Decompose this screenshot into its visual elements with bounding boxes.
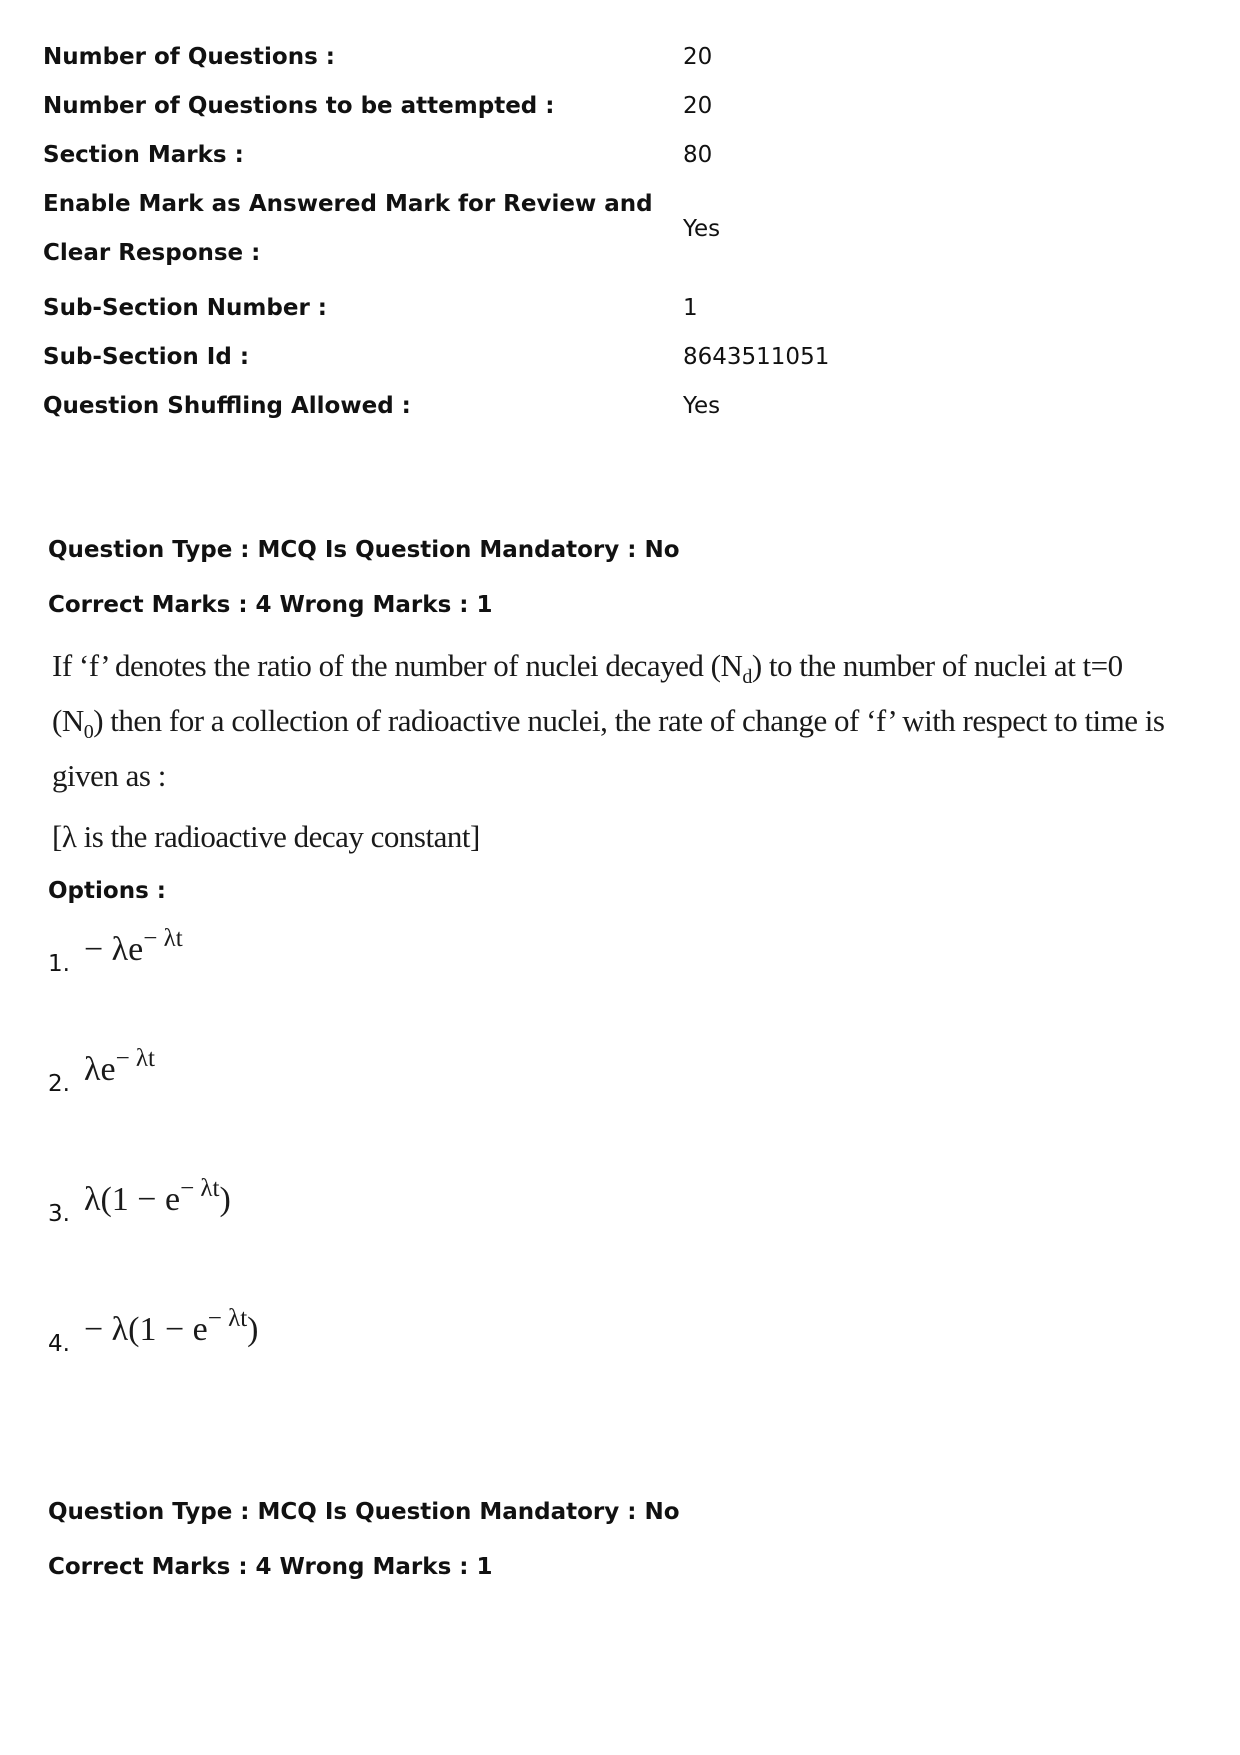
option-number: 2.: [48, 1071, 70, 1097]
info-value: Yes: [683, 215, 721, 242]
info-row-sub-section-number: [43, 284, 943, 333]
option-3[interactable]: [48, 1175, 231, 1227]
question2-marks-line: Correct Marks : 4 Wrong Marks : 1: [48, 1554, 493, 1580]
section-info-table: [43, 33, 943, 431]
option-2[interactable]: [48, 1045, 155, 1097]
info-label: Number of Questions to be attempted :: [43, 93, 555, 119]
option-1[interactable]: [48, 925, 183, 977]
info-label-line: Enable Mark as Answered Mark for Review and: [43, 191, 653, 217]
question1-type-line: Question Type : MCQ Is Question Mandatory : No: [48, 537, 680, 563]
info-label: Sub-Section Number :: [43, 295, 328, 321]
info-value: 80: [683, 142, 713, 168]
question-line: If ‘f’ denotes the ratio of the number of nuclei decayed $(N_d)$ to the number of nuclei at t=0: [52, 648, 1123, 689]
option-number: 3.: [48, 1201, 70, 1227]
info-value: 20: [683, 93, 713, 119]
option-4[interactable]: [48, 1305, 259, 1357]
info-label-line: Clear Response :: [43, 240, 261, 266]
info-label: Section Marks :: [43, 142, 244, 168]
options-label: Options :: [48, 878, 166, 904]
option-number: 4.: [48, 1331, 70, 1357]
option-expression: $\lambda(1 - e^{- \lambda t})$: [84, 1175, 231, 1218]
option-expression: − $\lambda e^{- \lambda t}$: [84, 925, 183, 968]
info-value: 8643511051: [683, 344, 830, 370]
info-value: 1: [683, 295, 698, 321]
question2-type-line: Question Type : MCQ Is Question Mandatory : No: [48, 1499, 680, 1525]
info-row-questions-to-attempt: [43, 82, 943, 131]
info-row-section-marks: [43, 131, 943, 180]
info-label: Number of Questions :: [43, 44, 335, 70]
option-expression: − $\lambda(1 - e^{- \lambda t})$: [84, 1305, 259, 1348]
info-row-number-of-questions: [43, 33, 943, 82]
info-value: 20: [683, 44, 713, 70]
info-row-enable-mark: [43, 180, 943, 278]
question-line: given as :: [52, 758, 166, 793]
info-label: [43, 180, 683, 278]
info-label: Question Shuffling Allowed :: [43, 393, 411, 419]
info-row-sub-section-id: [43, 333, 943, 382]
info-value: Yes: [683, 393, 721, 419]
question1-text: [52, 638, 1165, 864]
question1-marks-line: Correct Marks : 4 Wrong Marks : 1: [48, 592, 493, 618]
info-label: Sub-Section Id :: [43, 344, 250, 370]
option-number: 1.: [48, 951, 70, 977]
info-row-shuffling: [43, 382, 943, 431]
option-expression: $\lambda e^{- \lambda t}$: [84, 1045, 155, 1088]
question-line: [λ is the radioactive decay constant]: [52, 819, 480, 854]
question-line: $(N_0)$ then for a collection of radioactive nuclei, the rate of change of ‘f’ with respect to time is: [52, 703, 1165, 744]
